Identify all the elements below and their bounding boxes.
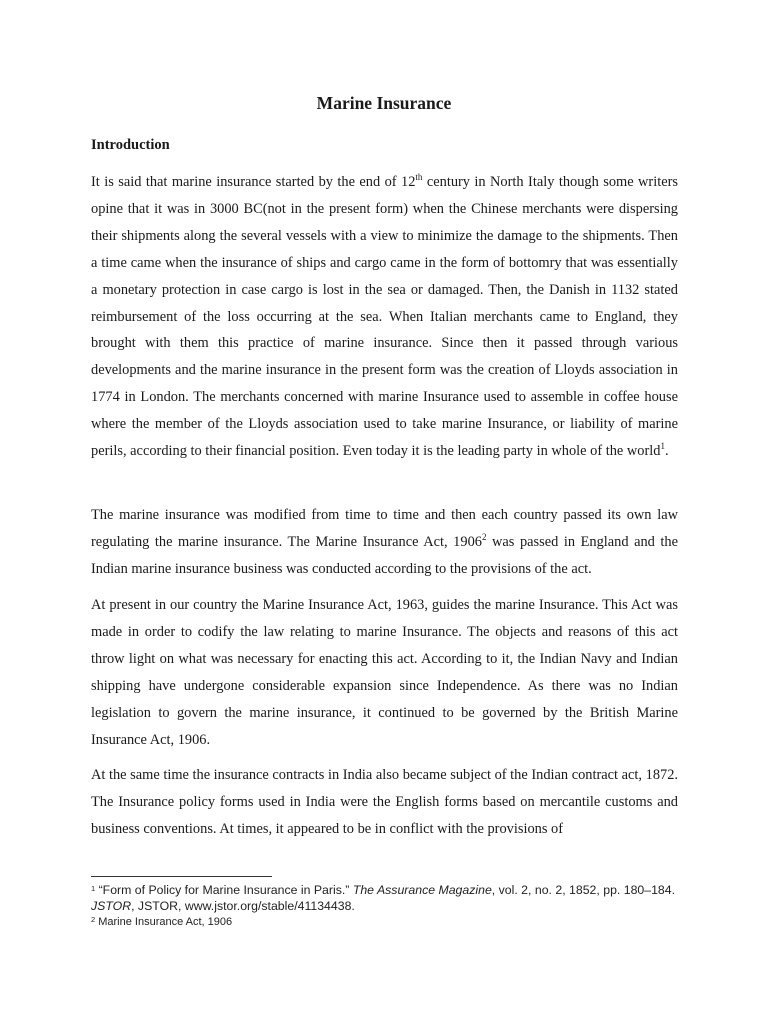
- footnote-ref-1[interactable]: 1: [660, 441, 665, 452]
- footnote-1: [91, 882, 691, 914]
- footnote-1-journal: The Assurance Magazine: [352, 883, 492, 897]
- footnote-1-archive: JSTOR: [91, 899, 132, 913]
- paragraph-4: At the same time the insurance contracts in India also became subject of the Indian contract act, 1872. The Insurance policy forms used in India were the English forms based on mercantile customs and business conventions. At times, it appeared to be in conflict with the provisions of: [91, 767, 679, 837]
- footnote-1-mark: 1: [91, 884, 96, 893]
- footnote-2-text: Marine Insurance Act, 1906: [95, 916, 233, 928]
- footnote-ref-2[interactable]: 2: [481, 531, 487, 542]
- footnote-1-text-a: “Form of Policy for Marine Insurance in Paris.”: [95, 883, 353, 897]
- document-title: Marine Insurance: [316, 93, 452, 113]
- ordinal-suffix: th: [415, 172, 423, 182]
- paragraph-2-text-b: was passed in England and the Indian marine insurance business was conducted according to the provisions of the act.: [91, 533, 679, 577]
- paragraph-2-text-a: The marine insurance was modified from time to time and then each country passed its own law regulating the marine insurance. The Marine Insurance Act, 1906: [91, 507, 678, 550]
- paragraph-1: [91, 169, 678, 465]
- paragraph-1-text-b: century in North Italy though some writers opine that it was in 3000 BC(not in the present form) when the Chinese merchants were dispersing their shipments along the several vessels with a view to minimize the damage to the shipments. Then a time came when the insurance of ships and cargo came in the form of bottomry that was essentially a monetary protection in case cargo is lost in the sea or damaged. Then, the Danish in 1132 stated reimbursement of the loss occurring at the sea. When Italian merchants came to England, they brought with them this practice of marine insurance. Since then it passed through various developments and the marine insurance in the present form was the creation of Lloyds association in 1774 in London. The merchants concerned with marine Insurance used to assemble in coffee house where the member of the Lloyds association used to take marine Insurance, or liability of marine perils, according to their financial position. Even today it is the leading party in whole of the world: [91, 174, 678, 460]
- footnote-2: [91, 915, 691, 930]
- footnote-1-text-b: , vol. 2, no. 2, 1852, pp. 180–184.: [491, 883, 676, 897]
- footnote-1-text-c: , JSTOR, www.jstor.org/stable/41134438.: [131, 899, 355, 913]
- section-heading-introduction: Introduction: [91, 137, 170, 153]
- paragraph-2: [91, 502, 678, 583]
- paragraph-1-text-a: It is said that marine insurance started by the end of 12: [91, 174, 416, 190]
- paragraph-3: At present in our country the Marine Insurance Act, 1963, guides the marine Insurance. This Act was made in order to codify the law relating to marine Insurance. The objects and reasons of this act throw light on what was necessary for enacting this act. According to it, the Indian Navy and Indian shipping have undergone considerable expansion since Independence. As there was no Indian legislation to govern the marine insurance, it continued to be governed by the British Marine Insurance Act, 1906.: [91, 597, 678, 748]
- footnote-separator: [91, 876, 272, 877]
- footnote-2-mark: 2: [91, 915, 96, 924]
- paragraph-1-text-c: .: [664, 443, 669, 460]
